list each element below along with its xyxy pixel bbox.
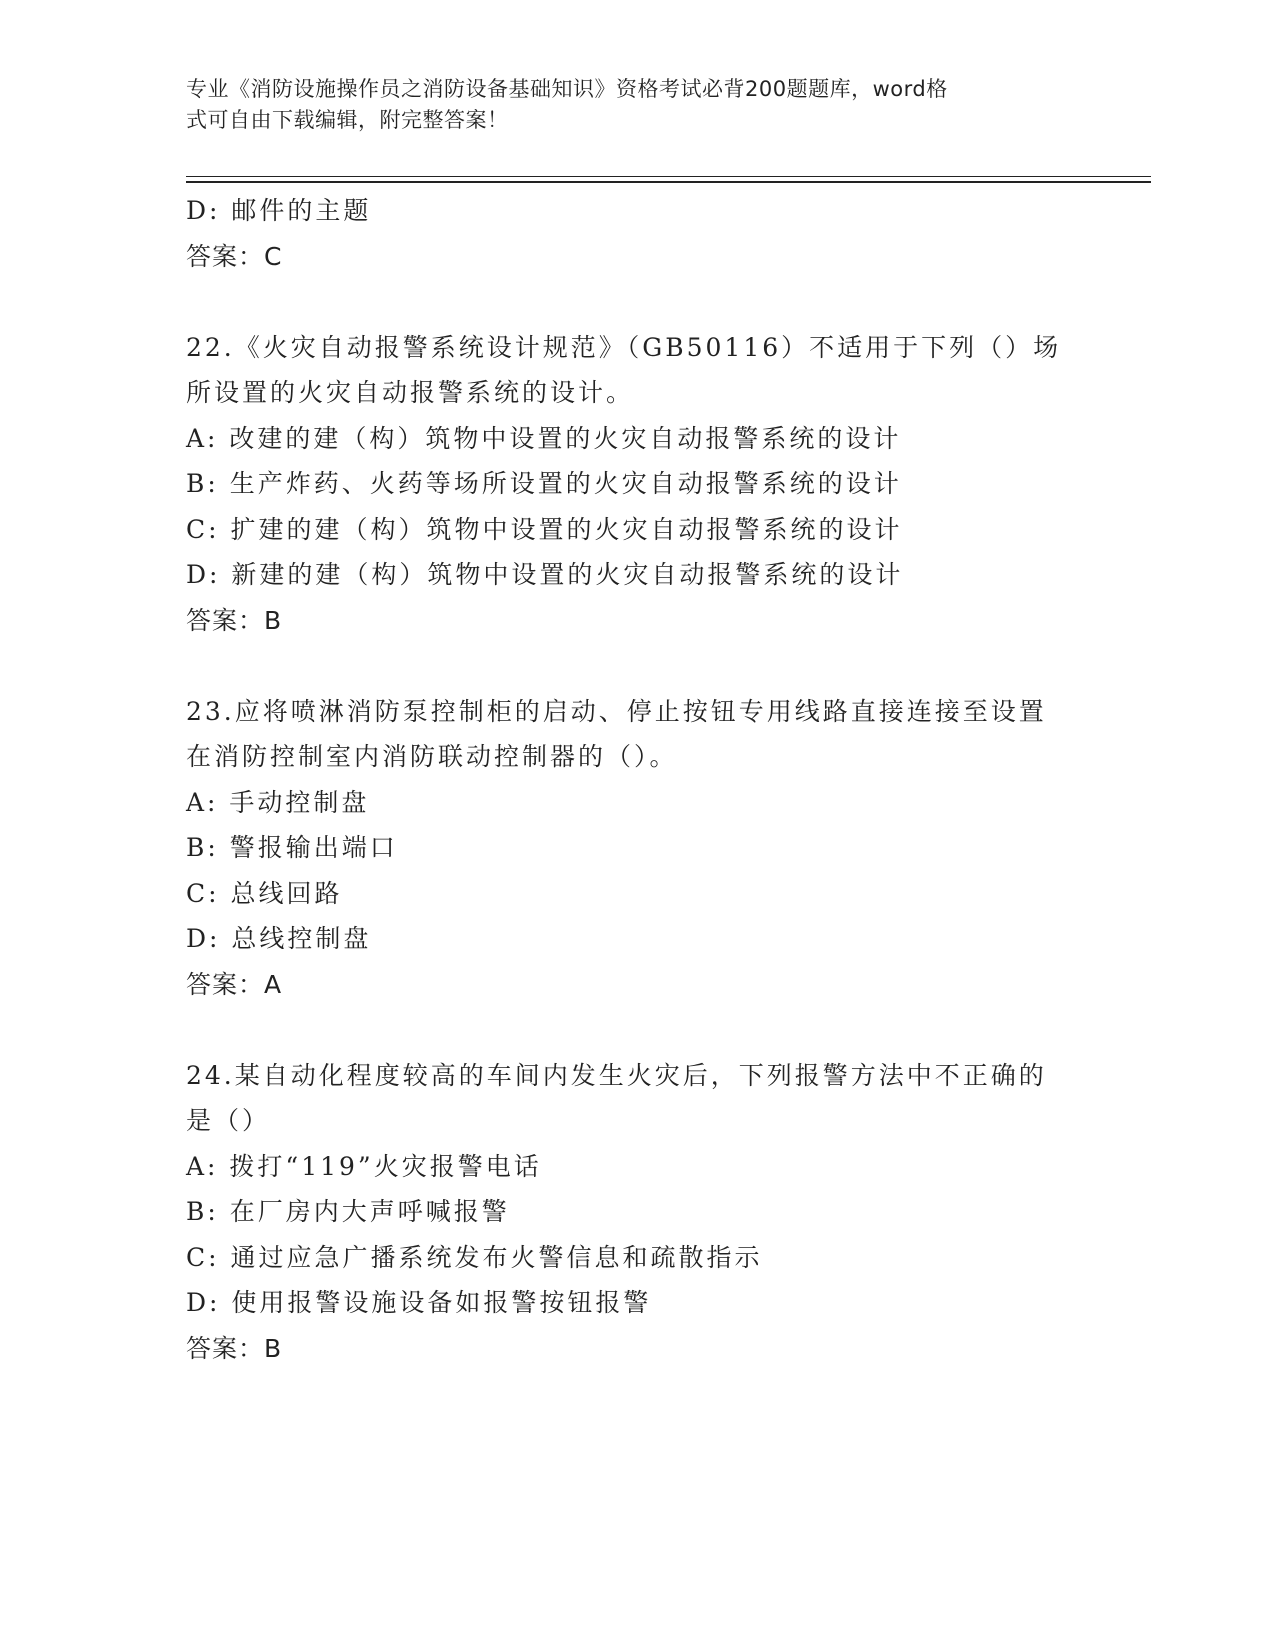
answer: 答案：C — [186, 241, 283, 271]
document-body — [186, 188, 1086, 1371]
option-d: D: 使用报警设施设备如报警按钮报警 — [186, 1288, 652, 1317]
spacer — [186, 1007, 1086, 1053]
question-21-tail — [186, 188, 1086, 279]
question-22 — [186, 325, 1086, 644]
question-23 — [186, 689, 1086, 1008]
option-d: D: 总线控制盘 — [186, 924, 372, 953]
header-line-2: 式可自由下载编辑，附完整答案！ — [186, 108, 509, 132]
question-text-line: 是（） — [186, 1106, 271, 1135]
header-rule-thick — [186, 181, 1151, 183]
option-d: D: 邮件的主题 — [186, 196, 372, 225]
option-b: B: 生产炸药、火药等场所设置的火灾自动报警系统的设计 — [186, 469, 902, 498]
option-c: C: 扩建的建（构）筑物中设置的火灾自动报警系统的设计 — [186, 514, 903, 544]
option-b: B: 警报输出端口 — [186, 833, 398, 862]
answer: 答案：B — [186, 605, 283, 635]
option-d: D: 新建的建（构）筑物中设置的火灾自动报警系统的设计 — [186, 560, 904, 589]
question-text-line: 所设置的火灾自动报警系统的设计。 — [186, 378, 635, 407]
question-text-line: 22.《火灾自动报警系统设计规范》（GB50116）不适用于下列（）场 — [186, 332, 1062, 362]
question-text-line: 在消防控制室内消防联动控制器的（）。 — [186, 742, 678, 771]
header-line-1: 专业《消防设施操作员之消防设备基础知识》资格考试必背200题题库，word格 — [186, 77, 948, 101]
spacer — [186, 643, 1086, 689]
option-a: A: 改建的建（构）筑物中设置的火灾自动报警系统的设计 — [186, 423, 902, 453]
answer: 答案：B — [186, 1333, 283, 1363]
question-text-line: 23.应将喷淋消防泵控制柜的启动、停止按钮专用线路直接连接至设置 — [186, 696, 1047, 726]
question-24 — [186, 1053, 1086, 1372]
header-rule-thin — [186, 176, 1151, 177]
option-b: B: 在厂房内大声呼喊报警 — [186, 1197, 510, 1226]
option-c: C: 总线回路 — [186, 878, 343, 908]
question-text-line: 24.某自动化程度较高的车间内发生火灾后，下列报警方法中不正确的 — [186, 1060, 1047, 1090]
spacer — [186, 279, 1086, 325]
document-header — [186, 74, 1066, 136]
answer: 答案：A — [186, 969, 283, 999]
option-a: A: 拨打“119”火灾报警电话 — [186, 1151, 542, 1181]
option-c: C: 通过应急广播系统发布火警信息和疏散指示 — [186, 1242, 763, 1272]
option-a: A: 手动控制盘 — [186, 787, 370, 817]
